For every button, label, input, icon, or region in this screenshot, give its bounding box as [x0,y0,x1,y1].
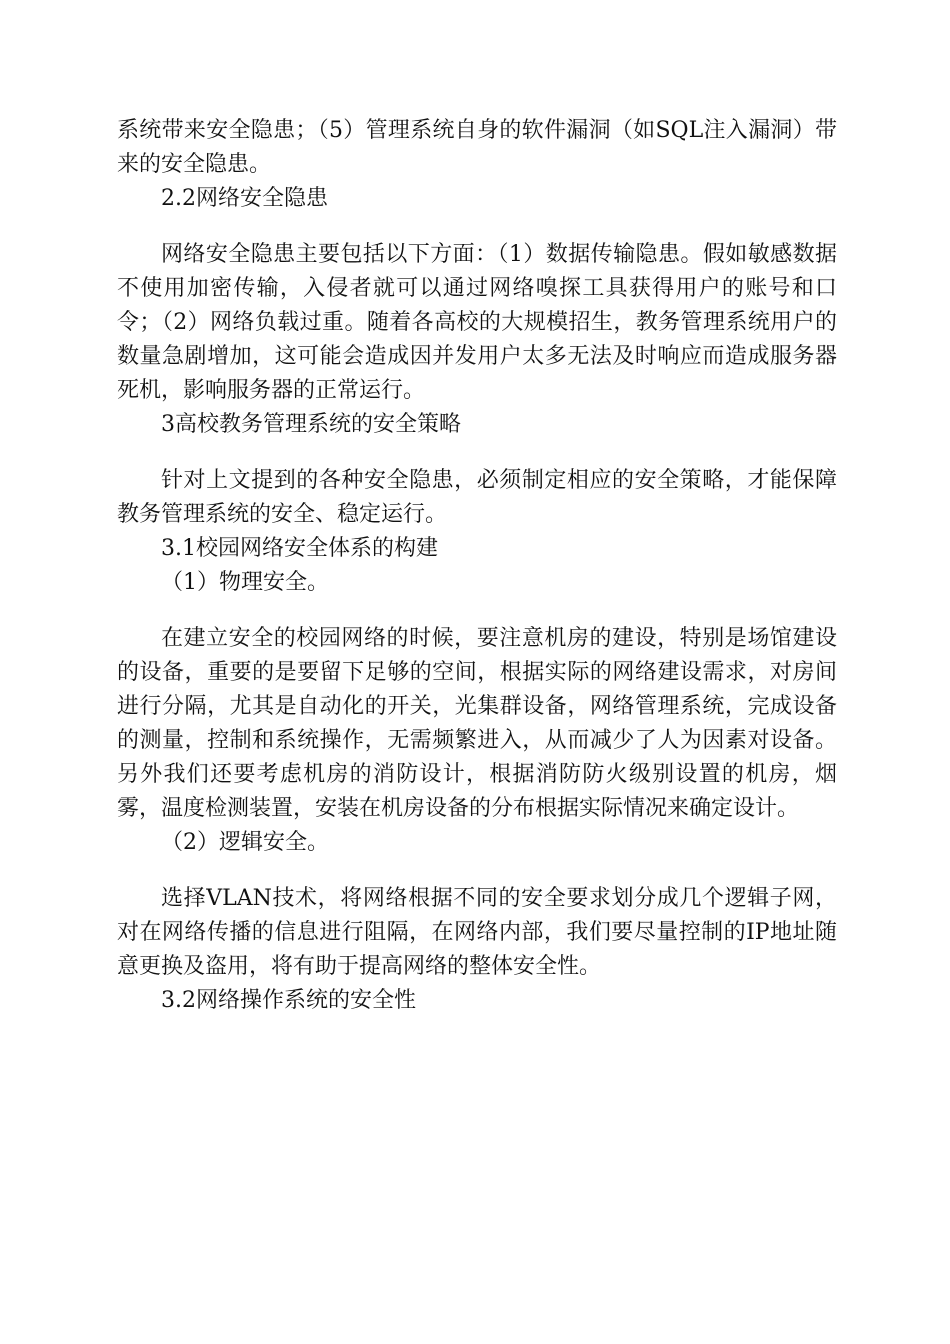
paragraph-network-risks: 网络安全隐患主要包括以下方面：（1）数据传输隐患。假如敏感数据不使用加密传输，入侵者就可以通过网络嗅探工具获得用户的账号和口令；（2）网络负载过重。随着各高校的大规模招生，教务管理系统用户的数量急剧增加，这可能会造成因并发用户太多无法及时响应而造成服务器死机，影响服务器的正常运行。 [117,242,837,403]
paragraph-strategy-intro: 针对上文提到的各种安全隐患，必须制定相应的安全策略，才能保障教务管理系统的安全、稳定运行。 [117,468,837,527]
paragraph-continuation: 系统带来安全隐患；（5）管理系统自身的软件漏洞（如SQL注入漏洞）带来的安全隐患。 [117,118,837,177]
paragraph-logical-security: 选择VLAN技术，将网络根据不同的安全要求划分成几个逻辑子网，对在网络传播的信息进行阻隔，在网络内部，我们要尽量控制的IP地址随意更换及盗用，将有助于提高网络的整体安全性。 [117,886,837,979]
document-body [117,114,837,1018]
paragraph-physical-security: 在建立安全的校园网络的时候，要注意机房的建设，特别是场馆建设的设备，重要的是要留下足够的空间，根据实际的网络建设需求，对房间进行分隔，尤其是自动化的开关，光集群设备，网络管理系统，完成设备的测量，控制和系统操作，无需频繁进入，从而减少了人为因素对设备。另外我们还要考虑机房的消防设计，根据消防防火级别设置的机房，烟雾，温度检测装置，安装在机房设备的分布根据实际情况来确定设计。 [117,626,837,821]
section-heading-3: 3高校教务管理系统的安全策略 [161,412,461,437]
subheading-physical-security: （1）物理安全。 [161,570,329,595]
section-heading-2-2: 2.2网络安全隐患 [161,186,328,211]
section-heading-3-2: 3.2网络操作系统的安全性 [161,988,416,1013]
section-heading-3-1: 3.1校园网络安全体系的构建 [161,536,438,561]
subheading-logical-security: （2）逻辑安全。 [161,830,329,855]
